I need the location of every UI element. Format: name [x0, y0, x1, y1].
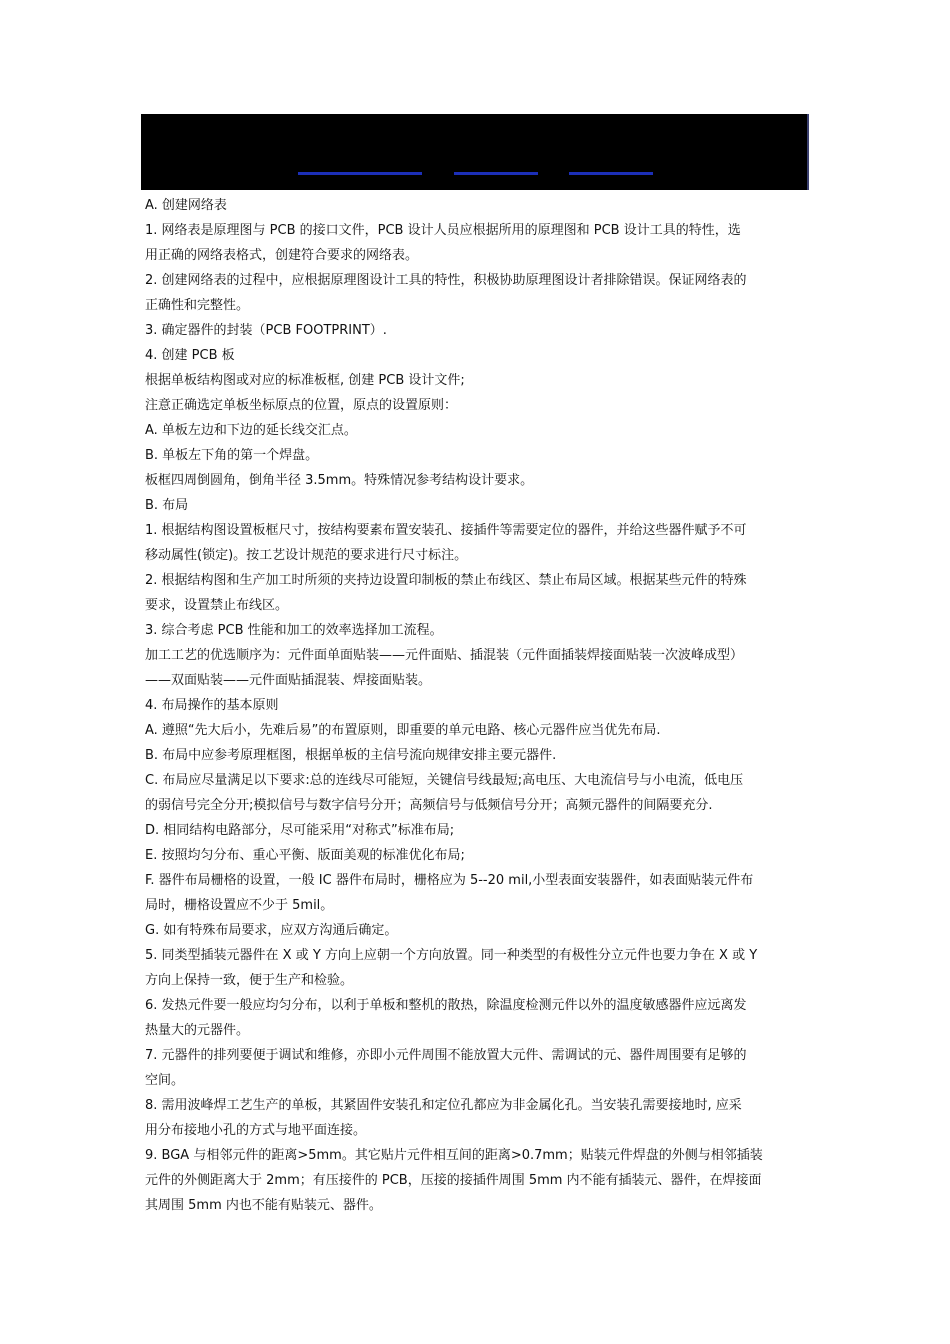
- text-line: B. 单板左下角的第一个焊盘。: [145, 448, 319, 463]
- text-line: 的弱信号完全分开;模拟信号与数字信号分开；高频信号与低频信号分开；高频元器件的间隔要充分.: [145, 798, 713, 813]
- text-line: 注意正确选定单板坐标原点的位置，原点的设置原则：: [145, 398, 458, 413]
- text-line: 1. 根据结构图设置板框尺寸，按结构要素布置安装孔、接插件等需要定位的器件，并给这些器件赋予不可: [145, 523, 747, 538]
- text-line: 热量大的元器件。: [145, 1023, 250, 1038]
- text-line: 根据单板结构图或对应的标准板框, 创建 PCB 设计文件;: [145, 373, 465, 388]
- text-line: 2. 创建网络表的过程中，应根据原理图设计工具的特性，积极协助原理图设计者排除错误。保证网络表的: [145, 273, 747, 288]
- text-line: 要求，设置禁止布线区。: [145, 598, 289, 613]
- text-line: E. 按照均匀分布、重心平衡、版面美观的标准优化布局;: [145, 848, 465, 863]
- text-line: 移动属性(锁定)。按工艺设计规范的要求进行尺寸标注。: [145, 548, 468, 563]
- text-line: 6. 发热元件要一般应均匀分布，以利于单板和整机的散热，除温度检测元件以外的温度敏感器件应远离发: [145, 998, 747, 1013]
- text-line: 3. 确定器件的封装（PCB FOOTPRINT）.: [145, 323, 387, 338]
- banner-link-underline[interactable]: [454, 172, 538, 175]
- text-line: 4. 创建 PCB 板: [145, 348, 235, 363]
- text-line: 正确性和完整性。: [145, 298, 250, 313]
- text-line: B. 布局中应参考原理框图，根据单板的主信号流向规律安排主要元器件.: [145, 748, 557, 763]
- text-line: C. 布局应尽量满足以下要求:总的连线尽可能短，关键信号线最短;高电压、大电流信号与小电流，低电压: [145, 773, 744, 788]
- text-line: 5. 同类型插装元器件在 X 或 Y 方向上应朝一个方向放置。同一种类型的有极性分立元件也要力争在 X 或 Y: [145, 948, 758, 963]
- text-line: B. 布局: [145, 498, 189, 513]
- text-line: 7. 元器件的排列要便于调试和维修，亦即小元件周围不能放置大元件、需调试的元、器件周围要有足够的: [145, 1048, 747, 1063]
- text-line: A. 创建网络表: [145, 198, 227, 213]
- text-line: A. 遵照“先大后小，先难后易”的布置原则，即重要的单元电路、核心元器件应当优先布局.: [145, 723, 661, 738]
- text-line: 用分布接地小孔的方式与地平面连接。: [145, 1123, 367, 1138]
- text-line: 1. 网络表是原理图与 PCB 的接口文件，PCB 设计人员应根据所用的原理图和 PCB 设计工具的特性，选: [145, 223, 741, 238]
- text-line: 板框四周倒圆角，倒角半径 3.5mm。特殊情况参考结构设计要求。: [145, 473, 534, 488]
- text-line: 8. 需用波峰焊工艺生产的单板，其紧固件安装孔和定位孔都应为非金属化孔。当安装孔需要接地时, 应采: [145, 1098, 742, 1113]
- header-banner: [141, 114, 809, 190]
- text-line: 2. 根据结构图和生产加工时所须的夹持边设置印制板的禁止布线区、禁止布局区域。根据某些元件的特殊: [145, 573, 747, 588]
- text-line: 3. 综合考虑 PCB 性能和加工的效率选择加工流程。: [145, 623, 443, 638]
- text-line: 用正确的网络表格式，创建符合要求的网络表。: [145, 248, 419, 263]
- banner-link-underline[interactable]: [569, 172, 653, 175]
- text-line: F. 器件布局栅格的设置，一般 IC 器件布局时，栅格应为 5--20 mil,小型表面安装器件，如表面贴装元件布: [145, 873, 754, 888]
- text-line: 空间。: [145, 1073, 185, 1088]
- text-line: 方向上保持一致，便于生产和检验。: [145, 973, 354, 988]
- text-line: 其周围 5mm 内也不能有贴装元、器件。: [145, 1198, 382, 1213]
- document-body: [145, 193, 809, 1218]
- text-line: 加工工艺的优选顺序为：元件面单面贴装——元件面贴、插混装（元件面插装焊接面贴装一次波峰成型）: [145, 648, 744, 663]
- text-line: D. 相同结构电路部分，尽可能采用“对称式”标准布局;: [145, 823, 455, 838]
- text-line: 4. 布局操作的基本原则: [145, 698, 279, 713]
- text-line: 局时，栅格设置应不少于 5mil。: [145, 898, 334, 913]
- text-line: A. 单板左边和下边的延长线交汇点。: [145, 423, 357, 438]
- text-line: 9. BGA 与相邻元件的距离>5mm。其它贴片元件相互间的距离>0.7mm；贴装元件焊盘的外侧与相邻插装: [145, 1148, 763, 1163]
- text-line: 元件的外侧距离大于 2mm；有压接件的 PCB，压接的接插件周围 5mm 内不能有插装元、器件，在焊接面: [145, 1173, 762, 1188]
- text-line: G. 如有特殊布局要求，应双方沟通后确定。: [145, 923, 398, 938]
- text-line: ——双面贴装——元件面贴插混装、焊接面贴装。: [145, 673, 432, 688]
- banner-link-underline[interactable]: [298, 172, 422, 175]
